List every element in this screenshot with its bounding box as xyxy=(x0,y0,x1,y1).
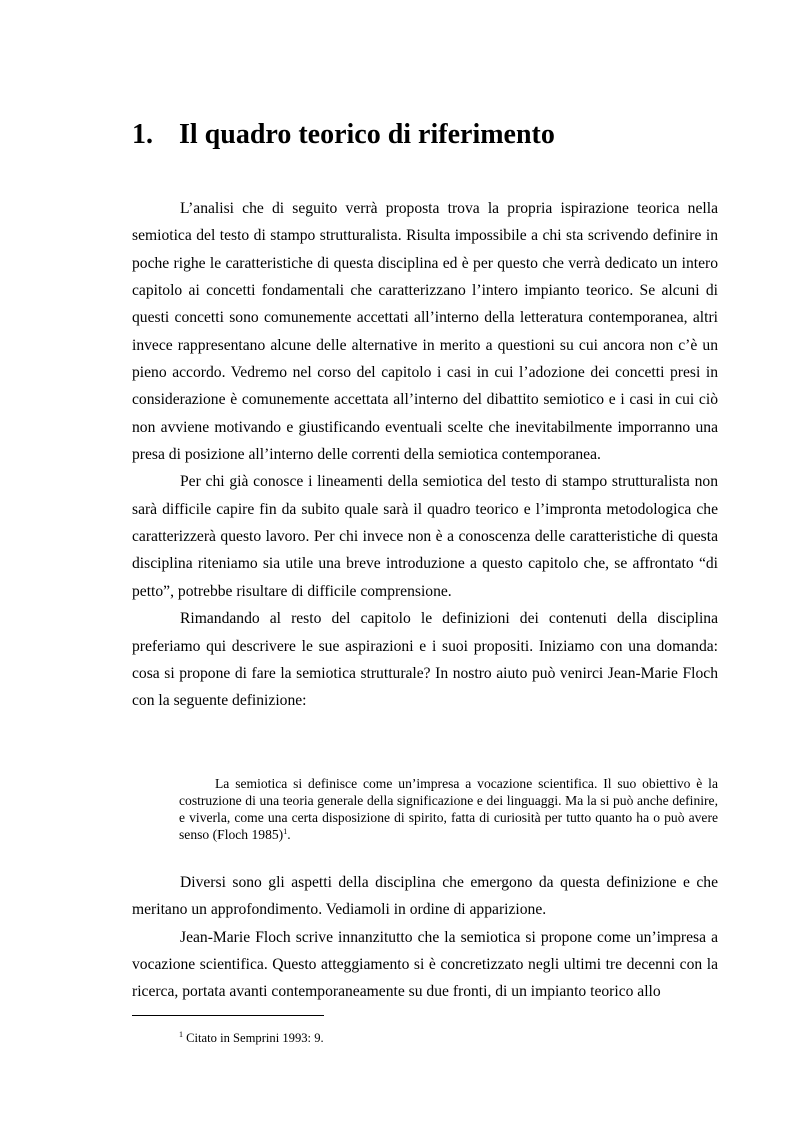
body-text-continued xyxy=(132,869,718,1006)
footnote xyxy=(179,1029,324,1047)
quote-text xyxy=(179,775,718,843)
footnote-number: 1 xyxy=(179,1030,183,1039)
body-text-intro xyxy=(132,195,718,715)
paragraph: Rimandando al resto del capitolo le definizioni dei contenuti della disciplina preferiamo qui descrivere le sue aspirazioni e i suoi propositi. Iniziamo con una domanda: cosa si propone di fare la semiotica strutturale? In nostro aiuto può venirci Jean-Marie Floch con la seguente definizione: xyxy=(132,610,718,710)
chapter-number: 1. xyxy=(132,119,153,150)
footnote-separator xyxy=(132,1015,324,1016)
chapter-heading xyxy=(132,112,555,158)
paragraph: Diversi sono gli aspetti della disciplina che emergono da questa definizione e che meritano un approfondimento. Vediamoli in ordine di apparizione. xyxy=(132,874,718,919)
paragraph: Jean-Marie Floch scrive innanzitutto che la semiotica si propone come un’impresa a vocazione scientifica. Questo atteggiamento si è concretizzato negli ultimi tre decenni con la ricerca, portata avanti contemporaneamente su due fronti, di un impianto teorico allo xyxy=(132,928,718,1001)
paragraph: Per chi già conosce i lineamenti della semiotica del testo di stampo strutturalista non sarà difficile capire fin da subito quale sarà il quadro teorico e l’impronta metodologica che caratterizzerà questo lavoro. Per chi invece non è a conoscenza delle caratteristiche di questa disciplina riteniamo sia utile una breve introduzione a questo capitolo che, se affrontato “di petto”, potrebbe risultare di difficile comprensione. xyxy=(132,473,718,600)
quote-body: La semiotica si definisce come un’impresa a vocazione scientifica. Il suo obiettivo è la costruzione di una teoria generale della significazione e dei linguaggi. Ma la si può anche definire, e viverla, come una certa disposizione di spirito, fatta di curiosità per tutto quanto ha o può avere senso (Floch 1985) xyxy=(179,776,718,842)
footnote-text: Citato in Semprini 1993: 9. xyxy=(186,1031,324,1045)
block-quote xyxy=(179,775,718,843)
paragraph: L’analisi che di seguito verrà proposta trova la propria ispirazione teorica nella semiotica del testo di stampo strutturalista. Risulta impossibile a chi sta scrivendo definire in poche righe le caratteristiche di questa disciplina ed è per questo che verrà dedicato un intero capitolo ai concetti fondamentali che caratterizzano l’intero impianto teorico. Se alcuni di questi concetti sono comunemente accettati all’interno della letteratura contemporanea, altri invece rappresentano alcune delle alternative in merito a questioni su cui ancora non c’è un pieno accordo. Vedremo nel corso del capitolo i casi in cui l’adozione dei concetti presi in considerazione è comunemente accettata all’interno del dibattito semiotico e i casi in cui ciò non avviene motivando e giustificando eventuali scelte che inevitabilmente imporranno una presa di posizione all’interno delle correnti della semiotica contemporanea. xyxy=(132,200,718,464)
footnote-reference: 1 xyxy=(283,827,288,836)
quote-end: . xyxy=(287,827,291,842)
chapter-title: Il quadro teorico di riferimento xyxy=(179,119,555,150)
